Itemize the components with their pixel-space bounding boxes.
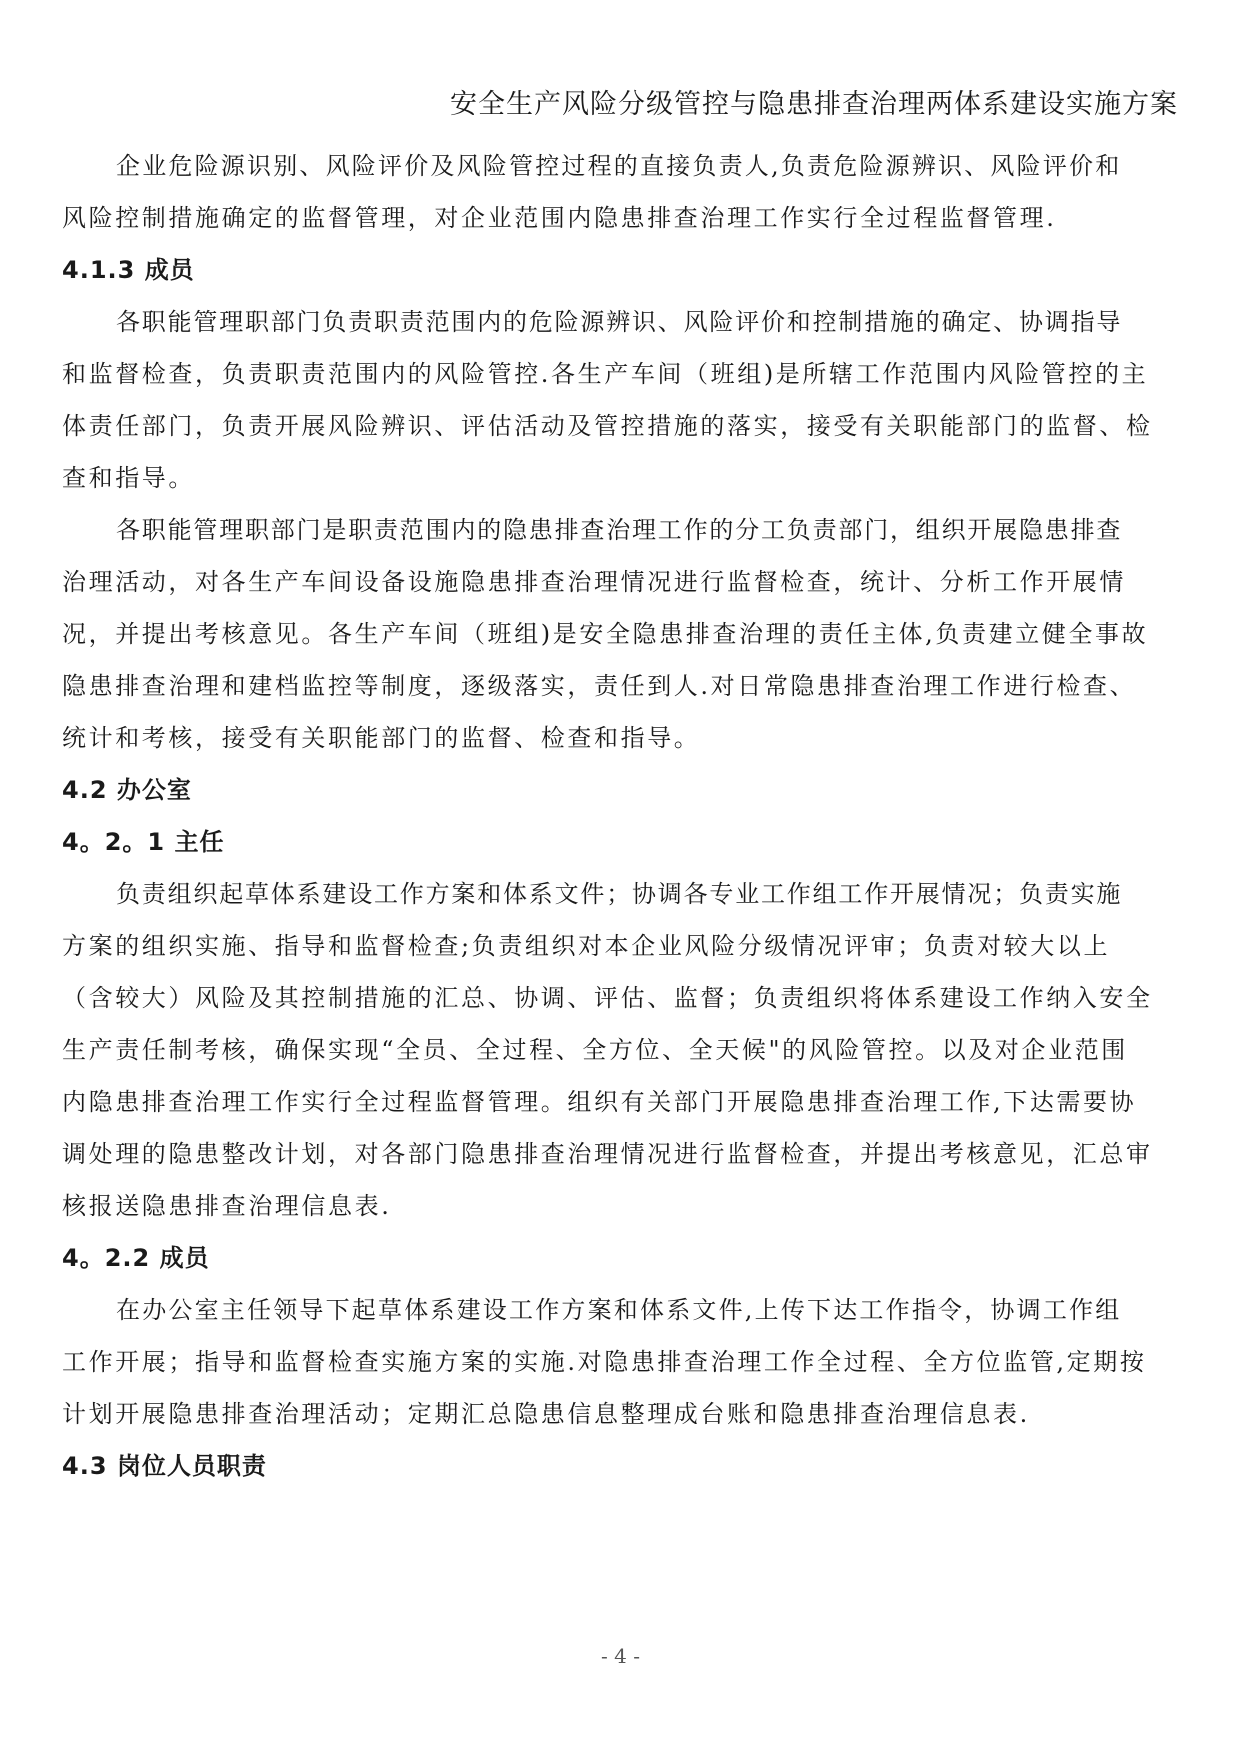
paragraph-line: 体责任部门，负责开展风险辨识、评估活动及管控措施的落实，接受有关职能部门的监督、检 <box>62 412 1153 440</box>
document-body <box>62 140 1180 1492</box>
paragraph-line: 工作开展；指导和监督检查实施方案的实施.对隐患排查治理工作全过程、全方位监管,定期按 <box>62 1348 1147 1376</box>
body-paragraph <box>62 1284 1180 1440</box>
paragraph-line: 调处理的隐患整改计划，对各部门隐患排查治理情况进行监督检查，并提出考核意见，汇总审 <box>62 1140 1153 1168</box>
paragraph-line: 和监督检查，负责职责范围内的风险管控.各生产车间（班组)是所辖工作范围内风险管控的主 <box>62 360 1149 388</box>
paragraph-line: 风险控制措施确定的监督管理，对企业范围内隐患排查治理工作实行全过程监督管理. <box>62 204 1057 232</box>
body-paragraph <box>62 296 1180 504</box>
paragraph-line: 负责组织起草体系建设工作方案和体系文件；协调各专业工作组工作开展情况；负责实施 <box>116 880 1123 908</box>
paragraph-line: 各职能管理职部门负责职责范围内的危险源辨识、风险评价和控制措施的确定、协调指导 <box>116 308 1123 336</box>
paragraph-line: 治理活动，对各生产车间设备设施隐患排查治理情况进行监督检查，统计、分析工作开展情 <box>62 568 1126 596</box>
paragraph-line: 方案的组织实施、指导和监督检查;负责组织对本企业风险分级情况评审；负责对较大以上 <box>62 932 1111 960</box>
body-paragraph <box>62 868 1180 1232</box>
paragraph-line: 统计和考核，接受有关职能部门的监督、检查和指导。 <box>62 724 701 752</box>
paragraph-line: 隐患排查治理和建档监控等制度，逐级落实，责任到人.对日常隐患排查治理工作进行检查、 <box>62 672 1137 700</box>
paragraph-line: 各职能管理职部门是职责范围内的隐患排查治理工作的分工负责部门，组织开展隐患排查 <box>116 516 1123 544</box>
section-heading: 4。2。1 主任 <box>62 828 225 856</box>
section-heading: 4.2 办公室 <box>62 776 192 804</box>
section-heading: 4.1.3 成员 <box>62 256 195 284</box>
paragraph-line: （含较大）风险及其控制措施的汇总、协调、评估、监督；负责组织将体系建设工作纳入安全 <box>62 984 1153 1012</box>
section-heading: 4.3 岗位人员职责 <box>62 1452 267 1480</box>
paragraph-line: 核报送隐患排查治理信息表. <box>62 1192 392 1220</box>
paragraph-line: 况，并提出考核意见。各生产车间（班组)是安全隐患排查治理的责任主体,负责建立健全事故 <box>62 620 1149 648</box>
paragraph-line: 计划开展隐患排查治理活动；定期汇总隐患信息整理成台账和隐患排查治理信息表. <box>62 1400 1030 1428</box>
paragraph-line: 企业危险源识别、风险评价及风险管控过程的直接负责人,负责危险源辨识、风险评价和 <box>116 152 1122 180</box>
paragraph-line: 查和指导。 <box>62 464 195 492</box>
running-header: 安全生产风险分级管控与隐患排查治理两体系建设实施方案 <box>450 89 1178 120</box>
paragraph-line: 内隐患排查治理工作实行全过程监督管理。组织有关部门开展隐患排查治理工作,下达需要协 <box>62 1088 1137 1116</box>
body-paragraph <box>62 504 1180 764</box>
paragraph-line: 在办公室主任领导下起草体系建设工作方案和体系文件,上传下达工作指令，协调工作组 <box>116 1296 1122 1324</box>
body-paragraph <box>62 140 1180 244</box>
paragraph-line: 生产责任制考核，确保实现“全员、全过程、全方位、全天候"的风险管控。以及对企业范围 <box>62 1036 1128 1064</box>
page-number: - 4 - <box>601 1644 640 1668</box>
section-heading: 4。2.2 成员 <box>62 1244 210 1272</box>
